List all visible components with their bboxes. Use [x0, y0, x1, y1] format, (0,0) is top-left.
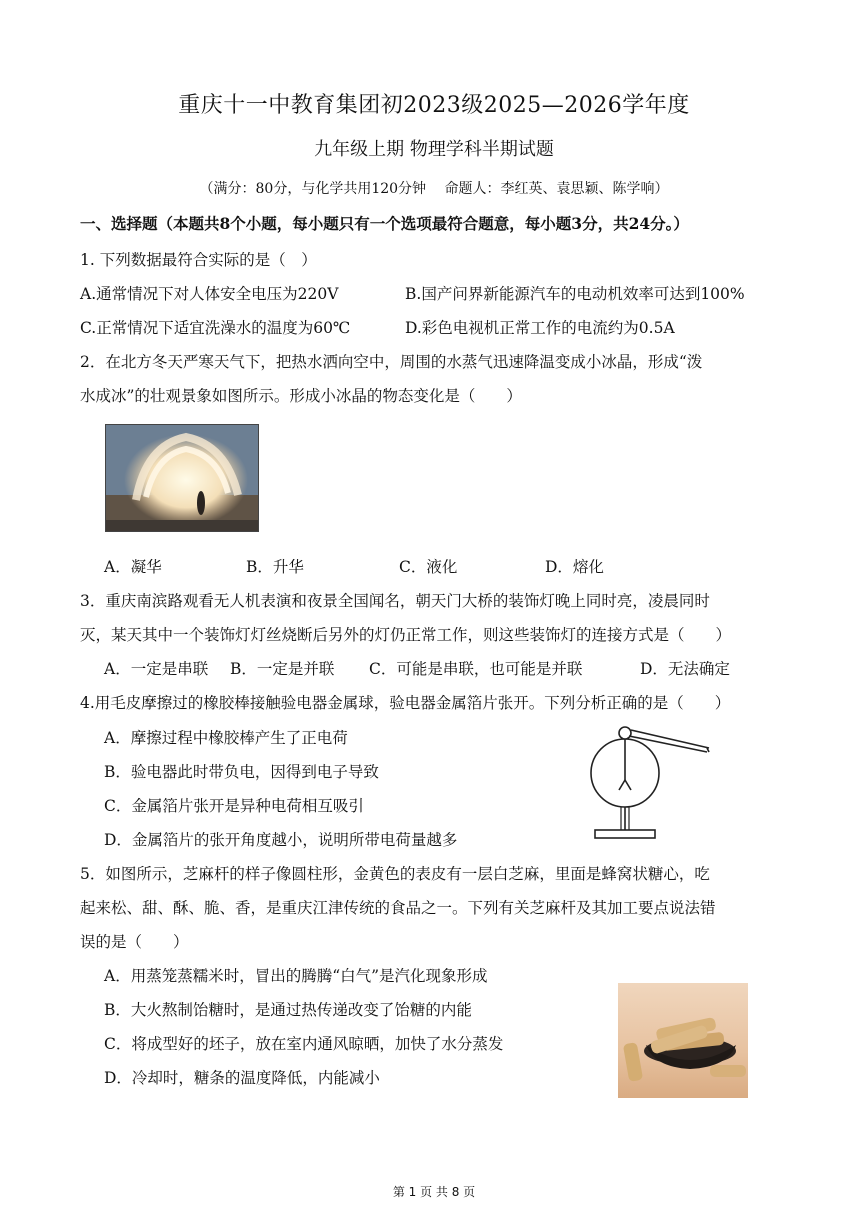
question-2-option-b: B．升华 [246, 558, 304, 576]
question-1-option-a: A.通常情况下对人体安全电压为220V [80, 285, 339, 303]
question-5-option-d: D．冷却时，糖条的温度降低，内能减小 [104, 1069, 380, 1087]
question-5-stem-line-3: 误的是（ ） [80, 933, 189, 951]
sesame-stick-image [618, 983, 748, 1098]
question-3-stem-line-2: 灭，某天其中一个装饰灯灯丝烧断后另外的灯仍正常工作，则这些装饰灯的连接方式是（ ） [80, 626, 732, 644]
question-4-option-c: C．金属箔片张开是异种电荷相互吸引 [104, 797, 364, 815]
question-3-option-b: B．一定是并联 [230, 660, 335, 678]
question-2-option-a: A．凝华 [104, 558, 162, 576]
electroscope-diagram [585, 718, 715, 848]
exam-title: 重庆十一中教育集团初2023级2025—2026学年度 [178, 93, 690, 118]
question-5-stem-line-2: 起来松、甜、酥、脆、香，是重庆江津传统的食品之一。下列有关芝麻杆及其加工要点说法错 [80, 899, 716, 917]
question-2-stem-line-2: 水成冰”的壮观景象如图所示。形成小冰晶的物态变化是（ ） [80, 387, 522, 405]
question-2-stem-line-1: 2．在北方冬天严寒天气下，把热水洒向空中，周围的水蒸气迅速降温变成小冰晶，形成“泼 [80, 353, 703, 371]
exam-subtitle: 九年级上期 物理学科半期试题 [314, 139, 554, 160]
page-footer: 第 1 页 共 8 页 [392, 1185, 476, 1199]
ice-splash-image [106, 425, 258, 531]
question-4-option-a: A．摩擦过程中橡胶棒产生了正电荷 [104, 729, 348, 747]
question-1-option-d: D.彩色电视机正常工作的电流约为0.5A [405, 319, 675, 337]
question-5-stem-line-1: 5．如图所示，芝麻杆的样子像圆柱形，金黄色的表皮有一层白芝麻，里面是蜂窝状糖心，吃 [80, 865, 710, 883]
question-1-option-b: B.国产问界新能源汽车的电动机效率可达到100% [405, 285, 745, 303]
question-4-option-b: B．验电器此时带负电，因得到电子导致 [104, 763, 379, 781]
question-2-option-c: C．液化 [399, 558, 458, 576]
question-1-option-c: C.正常情况下适宜洗澡水的温度为60℃ [80, 319, 351, 337]
question-3-option-c: C．可能是串联，也可能是并联 [369, 660, 583, 678]
question-5-option-a: A．用蒸笼蒸糯米时，冒出的腾腾“白气”是汽化现象形成 [104, 967, 488, 985]
question-4-stem: 4.用毛皮摩擦过的橡胶棒接触验电器金属球，验电器金属箔片张开。下列分析正确的是（ ） [80, 694, 731, 712]
question-1-stem: 1. 下列数据最符合实际的是（ ） [80, 251, 317, 269]
question-3-option-d: D．无法确定 [640, 660, 730, 678]
question-2-option-d: D．熔化 [545, 558, 604, 576]
section-heading: 一、选择题（本题共8个小题，每小题只有一个选项最符合题意，每小题3分，共24分。） [80, 214, 689, 233]
question-3-stem-line-1: 3．重庆南滨路观看无人机表演和夜景全国闻名，朝天门大桥的装饰灯晚上同时亮，凌晨同时 [80, 592, 710, 610]
question-5-option-c: C．将成型好的坯子，放在室内通风晾晒，加快了水分蒸发 [104, 1035, 504, 1053]
question-4-option-d: D．金属箔片的张开角度越小，说明所带电荷量越多 [104, 831, 458, 849]
question-5-option-b: B．大火熬制饴糖时，是通过热传递改变了饴糖的内能 [104, 1001, 472, 1019]
ice-splash-photo [105, 424, 259, 532]
question-3-option-a: A．一定是串联 [104, 660, 209, 678]
sesame-stick-photo [618, 983, 748, 1098]
exam-meta: （满分：80分，与化学共用120分钟 命题人：李红英、袁思颖、陈学响） [199, 181, 669, 197]
